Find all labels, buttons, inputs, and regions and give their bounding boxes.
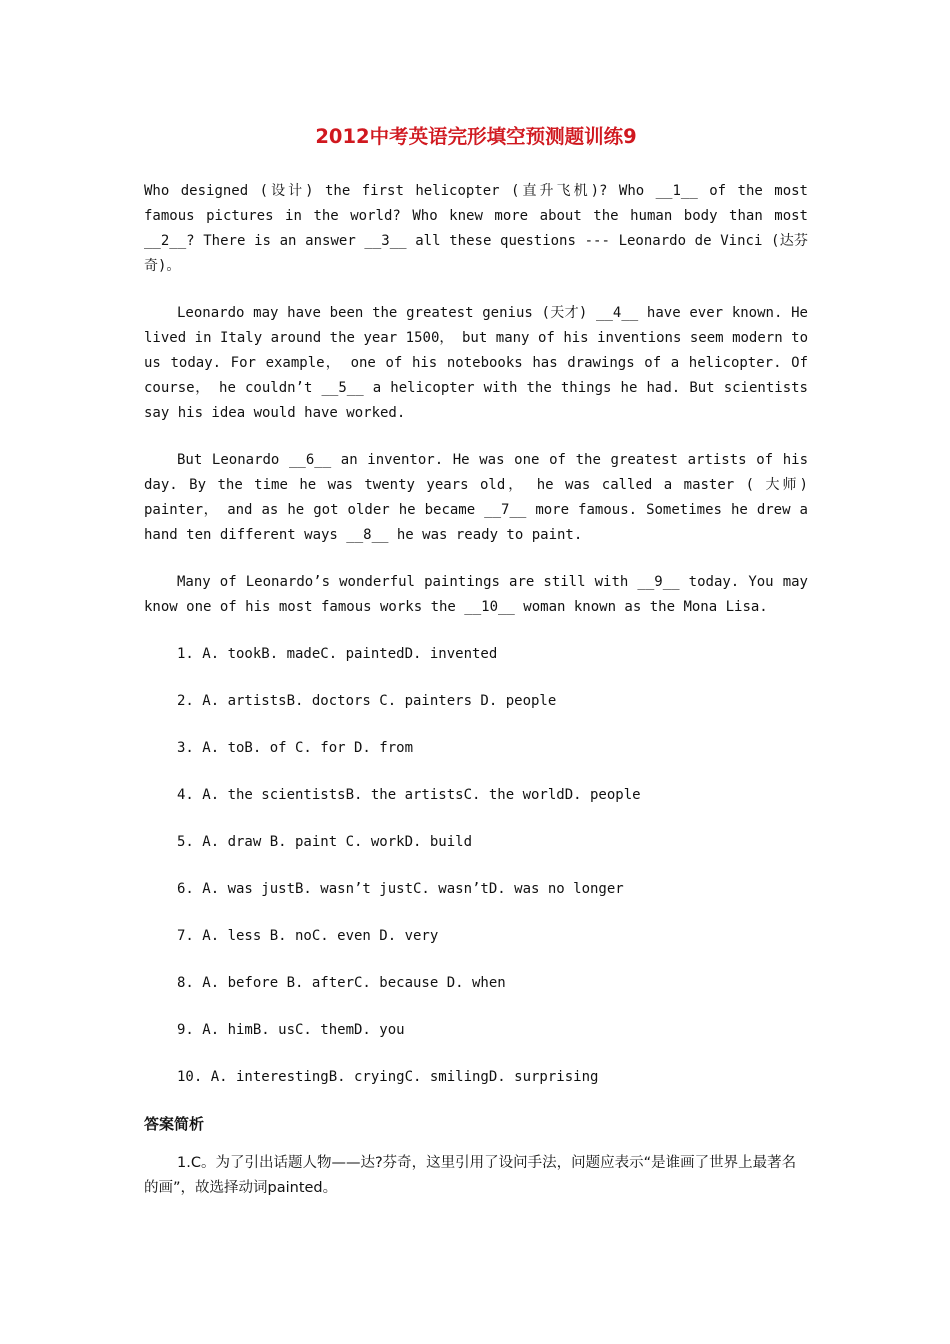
- question-option-1: 1. A. tookB. madeC. paintedD. invented: [177, 646, 498, 662]
- question-option-7: 7. A. less B. noC. even D. very: [177, 928, 439, 944]
- question-option-4: 4. A. the scientistsB. the artistsC. the worldD. people: [177, 787, 641, 803]
- question-option-2: 2. A. artistsB. doctors C. painters D. people: [177, 693, 557, 709]
- passage-paragraph-3: But Leonardo __6__ an inventor. He was one of the greatest artists of his day. By the time he was twenty years old， he was called a master ( 大师) painter， and as he got older he became __7__ more famous. Sometimes he drew a hand ten different ways __8__ he was ready to paint.: [144, 452, 808, 543]
- question-option-10: 10. A. interestingB. cryingC. smilingD. surprising: [177, 1069, 599, 1085]
- question-options-list: [144, 642, 808, 1090]
- passage-paragraph-2: Leonardo may have been the greatest genius (天才) __4__ have ever known. He lived in Italy around the year 1500， but many of his inventions seem modern to us today. For example， one of his notebooks has drawings of a helicopter. Of course， he couldn’t __5__ a helicopter with the things he had. But scientists say his idea would have worked.: [144, 305, 808, 421]
- question-option-9: 9. A. himB. usC. themD. you: [177, 1022, 405, 1038]
- answer-heading: 答案简析: [144, 1115, 205, 1133]
- answer-analysis: 1.C。为了引出话题人物——达?芬奇，这里引用了设问手法，问题应表示“是谁画了世界上最著名的画”，故选择动词painted。: [144, 1155, 797, 1196]
- question-option-8: 8. A. before B. afterC. because D. when: [177, 975, 506, 991]
- document-title: 2012中考英语完形填空预测题训练9: [315, 125, 637, 148]
- question-option-3: 3. A. toB. of C. for D. from: [177, 740, 414, 756]
- question-option-6: 6. A. was justB. wasn’t justC. wasn’tD. was no longer: [177, 881, 624, 897]
- passage-paragraph-4: Many of Leonardo’s wonderful paintings are still with __9__ today. You may know one of his most famous works the __10__ woman known as the Mona Lisa.: [144, 574, 808, 615]
- question-option-5: 5. A. draw B. paint C. workD. build: [177, 834, 473, 850]
- document-page: [144, 120, 808, 1201]
- passage-paragraph-1: Who designed (设计) the first helicopter (直升飞机)? Who __1__ of the most famous pictures in the world? Who knew more about the human body than most __2__? There is an answer __3__ all these questions --- Leonardo de Vinci (达芬奇)。: [144, 183, 808, 274]
